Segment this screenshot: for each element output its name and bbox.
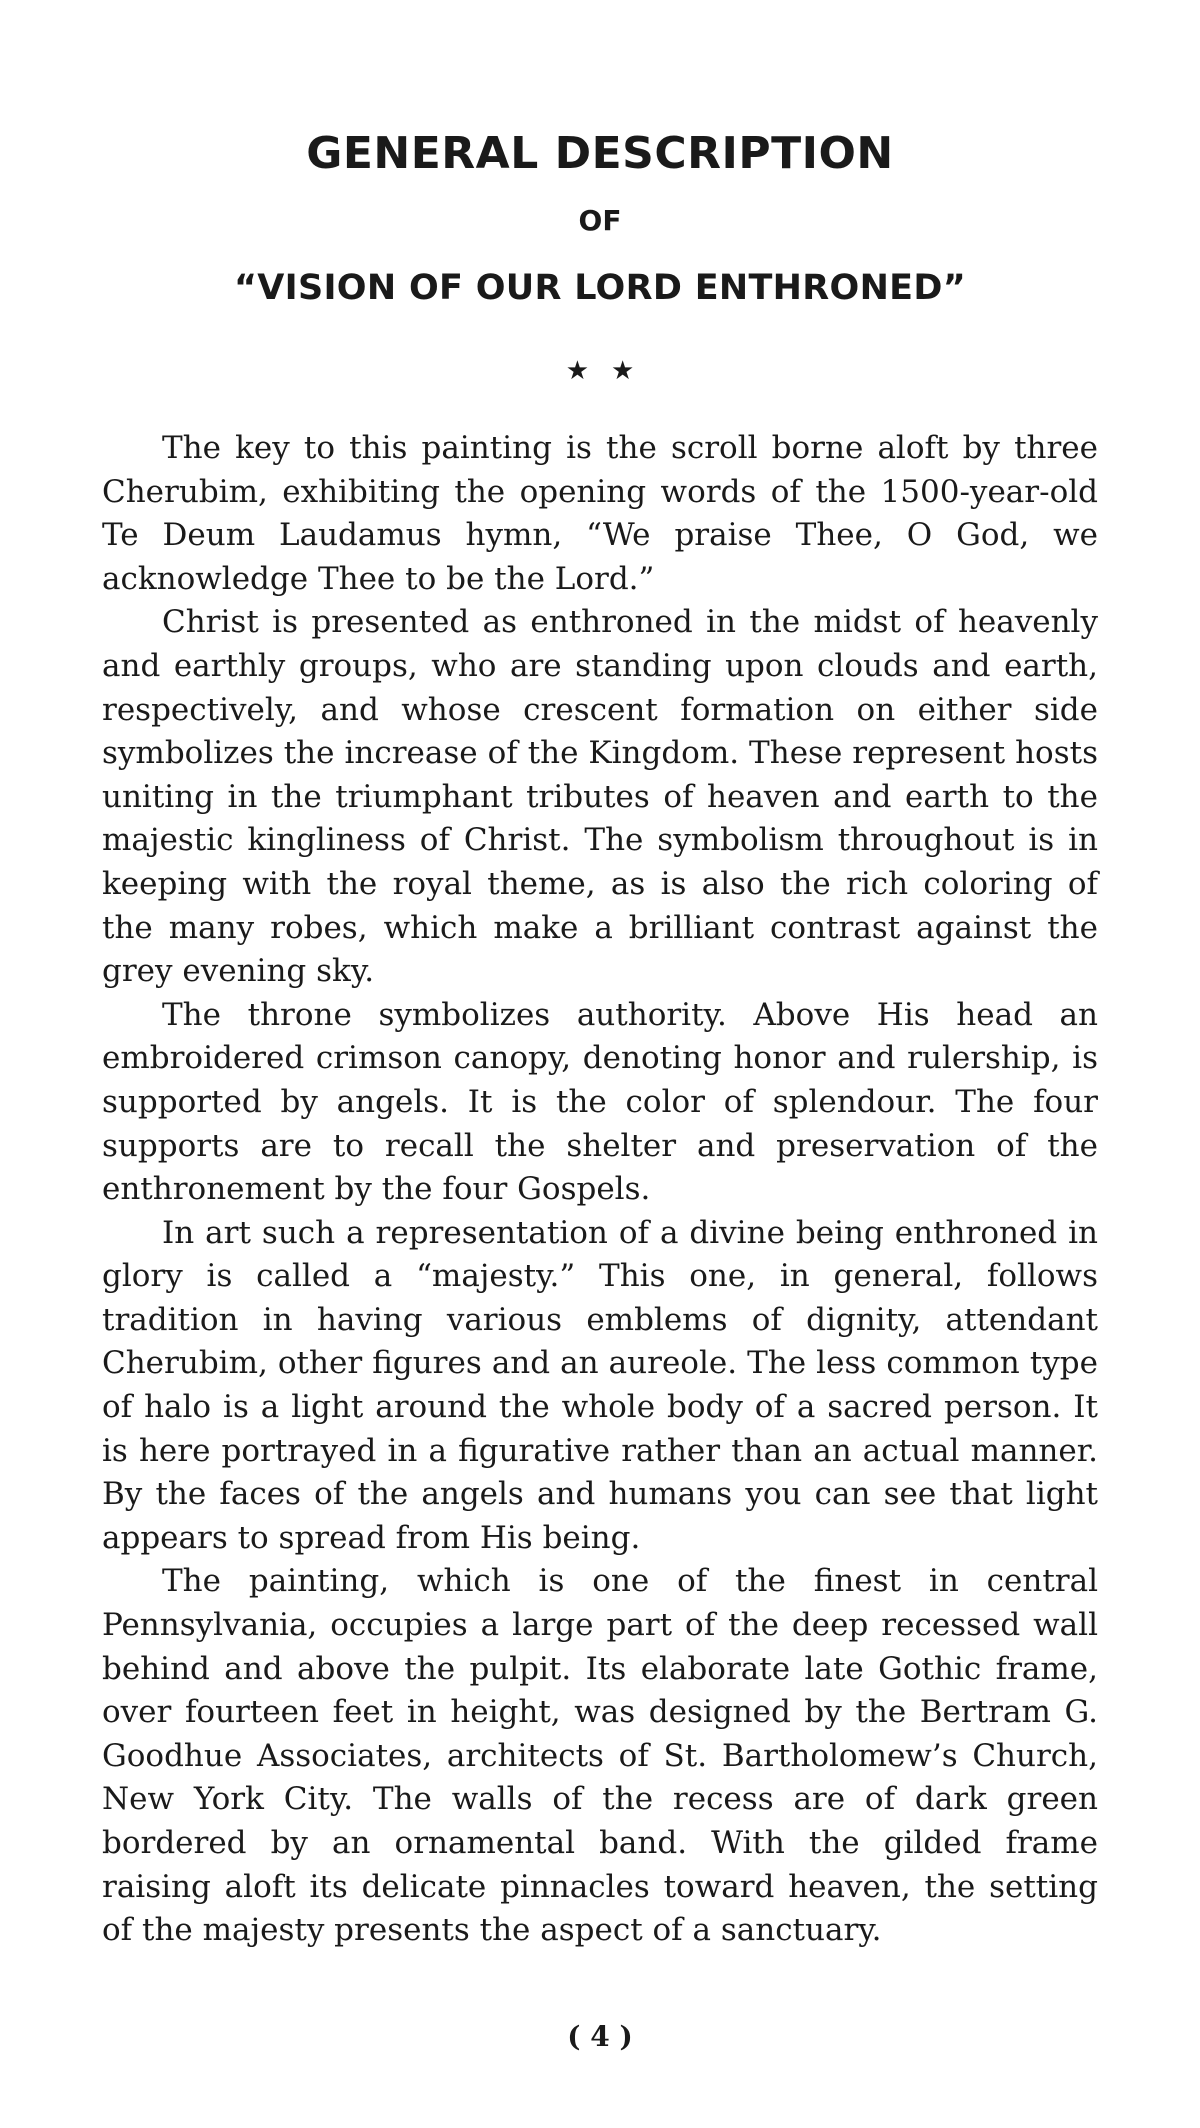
star-ornament-icon: ★★	[565, 356, 657, 386]
page-number: ( 4 )	[567, 2020, 633, 2053]
paragraph-painting-frame: The painting, which is one of the finest in central Pennsylvania, occupies a large part of the deep recessed wall behind and above the pulpit. Its elaborate late Gothic frame, over fourteen feet in height, was designed by the Bertram G. Goodhue Associates, architects of St. Bartholomew’s Church, New York City. The walls of the recess are of dark green bordered by an ornamental band. With the gilded frame raising aloft its delicate pinnacles toward heaven, the setting of the majesty presents the aspect of a sanctuary.	[102, 1563, 1098, 1949]
title-connector: OF	[578, 204, 622, 237]
paragraph-throne: The throne symbolizes authority. Above His head an embroidered crimson canopy, denoting honor and rulership, is supported by angels. It is the color of splendour. The four supports are to recall the shelter and preservation of the enthronement by the four Gospels.	[102, 996, 1098, 1208]
page-title: GENERAL DESCRIPTION	[306, 128, 894, 179]
paragraph-majesty: In art such a representation of a divine being enthroned in glory is called a “majesty.” This one, in general, follows tradition in having various emblems of dignity, attendant Cherubim, other figures and an aureole. The less common type of halo is a light around the whole body of a sacred person. It is here portrayed in a figurative rather than an actual manner. By the faces of the angels and humans you can see that light appears to spread from His being.	[102, 1214, 1098, 1556]
paragraph-scroll: The key to this painting is the scroll borne aloft by three Cherubim, exhibiting the opening words of the 1500-year-old Te Deum Laudamus hymn, “We praise Thee, O God, we acknowledge Thee to be the Lord.”	[102, 430, 1098, 597]
paragraph-christ-enthroned: Christ is presented as enthroned in the midst of heavenly and earthly groups, who are standing upon clouds and earth, respectively, and whose crescent formation on either side symbolizes the increase of the Kingdom. These represent hosts uniting in the triumphant tributes of heaven and earth to the majestic kingliness of Christ. The symbolism throughout is in keeping with the royal theme, as is also the rich coloring of the many robes, which make a brilliant contrast against the grey evening sky.	[102, 604, 1098, 990]
page-subtitle: “VISION OF OUR LORD ENTHRONED”	[233, 268, 967, 308]
body-text	[102, 427, 1098, 1953]
